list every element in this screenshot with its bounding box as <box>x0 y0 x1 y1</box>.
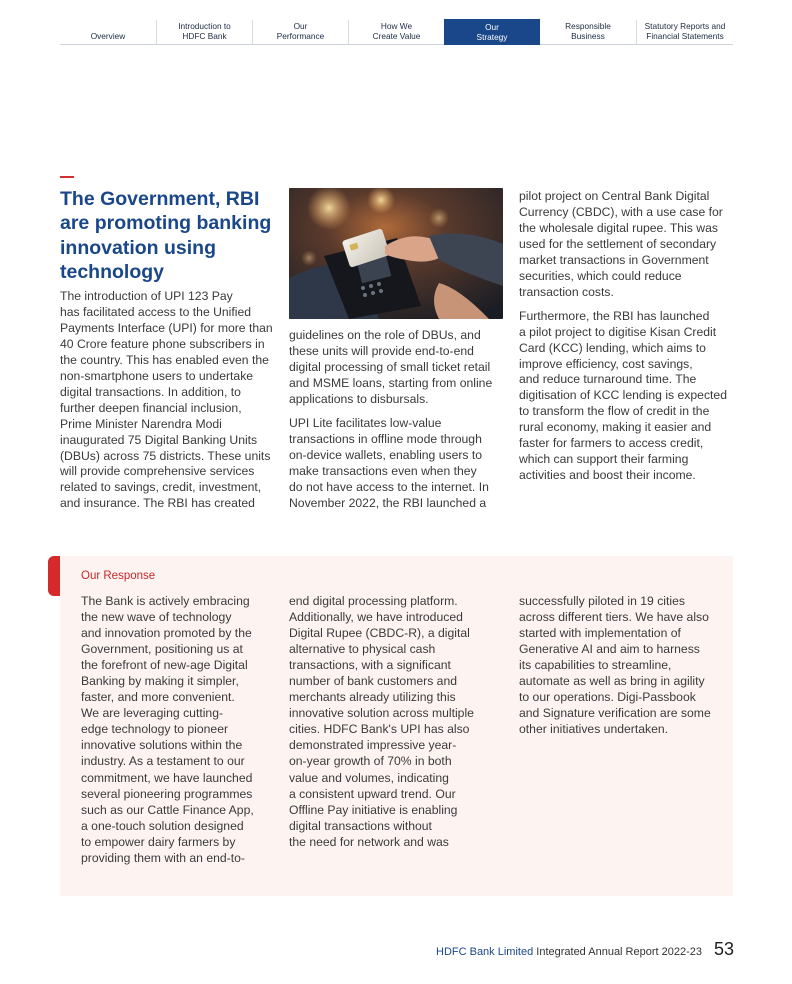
footer-report-title: Integrated Annual Report 2022-23 <box>536 946 703 958</box>
tab-introduction[interactable]: Introduction to HDFC Bank <box>156 20 252 44</box>
article-column-2 <box>289 328 504 511</box>
page-title: The Government, RBI are promoting banking innovation using technology <box>60 188 272 283</box>
our-response-title: Our Response <box>81 570 156 582</box>
tab-how-we-create-value[interactable]: How We Create Value <box>348 20 444 44</box>
article-column-3 <box>519 189 734 484</box>
tab-responsible-business[interactable]: Responsible Business <box>565 21 611 41</box>
report-footer <box>436 946 702 958</box>
article-paragraph: Furthermore, the RBI has launched a pilot project to digitise Kisan Credit Card (KCC) lending, which aims to improve efficiency, cost savings, and reduce turnaround time. The digitisation of KCC lending is expected to transform the flow of credit in the rural economy, making it easier and faster for farmers to access credit, which can support their farming activities and boost their income. <box>519 308 727 483</box>
article-paragraph: UPI Lite facilitates low-value transactions in offline mode through on-device wallets, enabling users to make transactions even when they do not have access to the internet. In November 2022, the RBI launched a <box>289 415 489 510</box>
tab-overview[interactable]: Overview <box>90 31 126 41</box>
tab-our-strategy[interactable]: Our Strategy <box>444 19 540 45</box>
card-payment-illustration <box>289 188 503 319</box>
article-column-1 <box>60 289 275 512</box>
article-paragraph: pilot project on Central Bank Digital Currency (CBDC), with a use case for the wholesale digital rupee. This was used for the settlement of secondary market transactions in Government securities, which could reduce transaction costs. <box>519 189 723 299</box>
article-paragraph: The introduction of UPI 123 Pay has facilitated access to the Unified Payments Interface (UPI) for more than 40 Crore feature phone subscribers in the country. This has enabled even the non-smartphone users to undertake digital transactions. In addition, to further deepen financial inclusion, Prime Minister Narendra Modi inaugurated 75 Digital Banking Units (DBUs) across 75 districts. These units will provide comprehensive services related to savings, credit, investment, and insurance. The RBI has created <box>60 289 273 511</box>
tab-statutory-reports[interactable]: Statutory Reports and Financial Statements <box>636 20 733 44</box>
footer-brand: HDFC Bank Limited <box>436 946 534 958</box>
response-column-3: successfully piloted in 19 cities across different tiers. We have also started with implementation of Generative AI and aim to harness its capabilities to streamline, automate as well as bring in agility to our operations. Digi-Passbook and Signature verification are some other initiatives undertaken. <box>519 594 711 737</box>
response-accent-tab <box>48 556 60 596</box>
page-number: 53 <box>714 939 735 959</box>
heading-accent-dash <box>60 176 74 178</box>
section-nav <box>60 20 733 45</box>
payment-terminal-photo <box>289 188 503 319</box>
response-column-2: end digital processing platform. Additionally, we have introduced Digital Rupee (CBDC-R), a digital alternative to physical cash transactions, with a significant number of bank customers and merchants already utilizing this innovative solution across multiple cities. HDFC Bank's UPI has also demonstrated impressive year- on-year growth of 70% in both value and volumes, indicating a consistent upward trend. Our Offline Pay initiative is enabling digital transactions without the need for network and was <box>289 594 474 849</box>
response-column-1: The Bank is actively embracing the new wave of technology and innovation promoted by the Government, positioning us at the forefront of new-age Digital Banking by making it simpler, faster, and more convenient. We are leveraging cutting- edge technology to pioneer innovative solutions within the industry. As a testament to our commitment, we have launched several pioneering programmes such as our Cattle Finance App, a one-touch solution designed to empower dairy farmers by providing them with an end-to- <box>81 594 254 865</box>
article-paragraph: guidelines on the role of DBUs, and these units will provide end-to-end digital processing of small ticket retail and MSME loans, starting from online applications to disbursals. <box>289 328 493 406</box>
tab-our-performance[interactable]: Our Performance <box>252 20 348 44</box>
